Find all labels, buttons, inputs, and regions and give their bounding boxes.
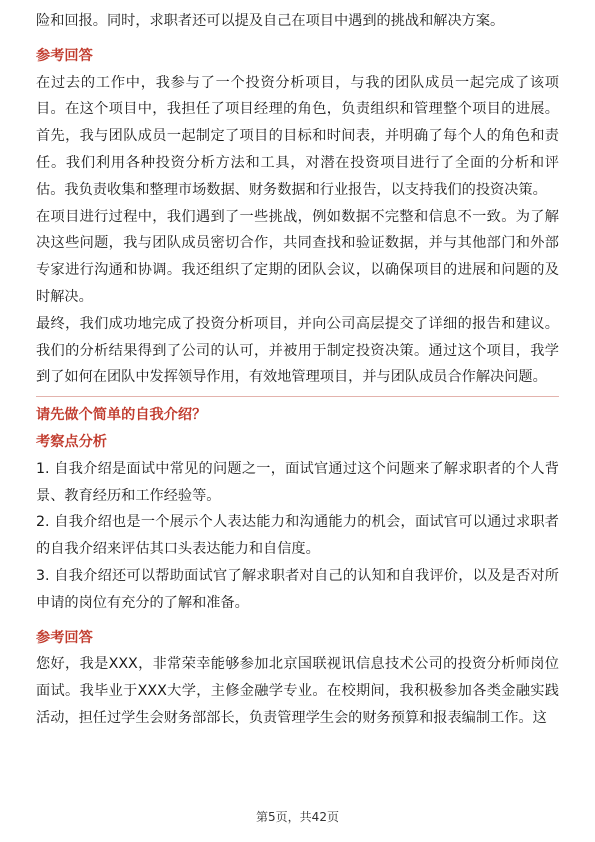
analysis-point-2: 2. 自我介绍也是一个展示个人表达能力和沟通能力的机会，面试官可以通过求职者的自我介绍来评估其口头表达能力和自信度。: [36, 514, 559, 558]
analysis-heading: 考察点分析: [36, 433, 107, 450]
document-page: [36, 8, 559, 732]
self-intro-answer-heading: 参考回答: [36, 629, 93, 646]
section-divider: [36, 396, 559, 397]
answer-paragraph-3: 最终，我们成功地完成了投资分析项目，并向公司高层提交了详细的报告和建议。我们的分析结果得到了公司的认可，并被用于制定投资决策。通过这个项目，我学到了如何在团队中发挥领导作用，有效地管理项目，并与团队成员合作解决问题。: [36, 315, 559, 386]
analysis-point-3: 3. 自我介绍还可以帮助面试官了解求职者对自己的认知和自我评价，以及是否对所申请的岗位有充分的了解和准备。: [36, 567, 559, 611]
answer-heading: 参考回答: [36, 47, 93, 64]
answer-paragraph-1: 在过去的工作中，我参与了一个投资分析项目，与我的团队成员一起完成了该项目。在这个项目中，我担任了项目经理的角色，负责组织和管理整个项目的进展。首先，我与团队成员一起制定了项目的目标和时间表，并明确了每个人的角色和责任。我们利用各种投资分析方法和工具，对潜在投资项目进行了全面的分析和评估。我负责收集和整理市场数据、财务数据和行业报告，以支持我们的投资决策。: [36, 74, 559, 198]
intro-tail-text: 险和回报。同时，求职者还可以提及自己在项目中遇到的挑战和解决方案。: [36, 13, 505, 29]
self-intro-answer-text: 您好，我是XXX，非常荣幸能够参加北京国联视讯信息技术公司的投资分析师岗位面试。我毕业于XXX大学，主修金融学专业。在校期间，我积极参加各类金融实践活动，担任过学生会财务部部长，负责管理学生会的财务预算和报表编制工作。这: [36, 656, 559, 726]
page-number: 第5页，共42页: [256, 810, 339, 824]
answer-paragraph-2: 在项目进行过程中，我们遇到了一些挑战，例如数据不完整和信息不一致。为了解决这些问题，我与团队成员密切合作，共同查找和验证数据，并与其他部门和外部专家进行沟通和协调。我还组织了定期的团队会议，以确保项目的进展和问题的及时解决。: [36, 208, 559, 305]
question-heading: 请先做个简单的自我介绍？: [36, 407, 207, 424]
analysis-point-1: 1. 自我介绍是面试中常见的问题之一，面试官通过这个问题来了解求职者的个人背景、教育经历和工作经验等。: [36, 460, 559, 504]
